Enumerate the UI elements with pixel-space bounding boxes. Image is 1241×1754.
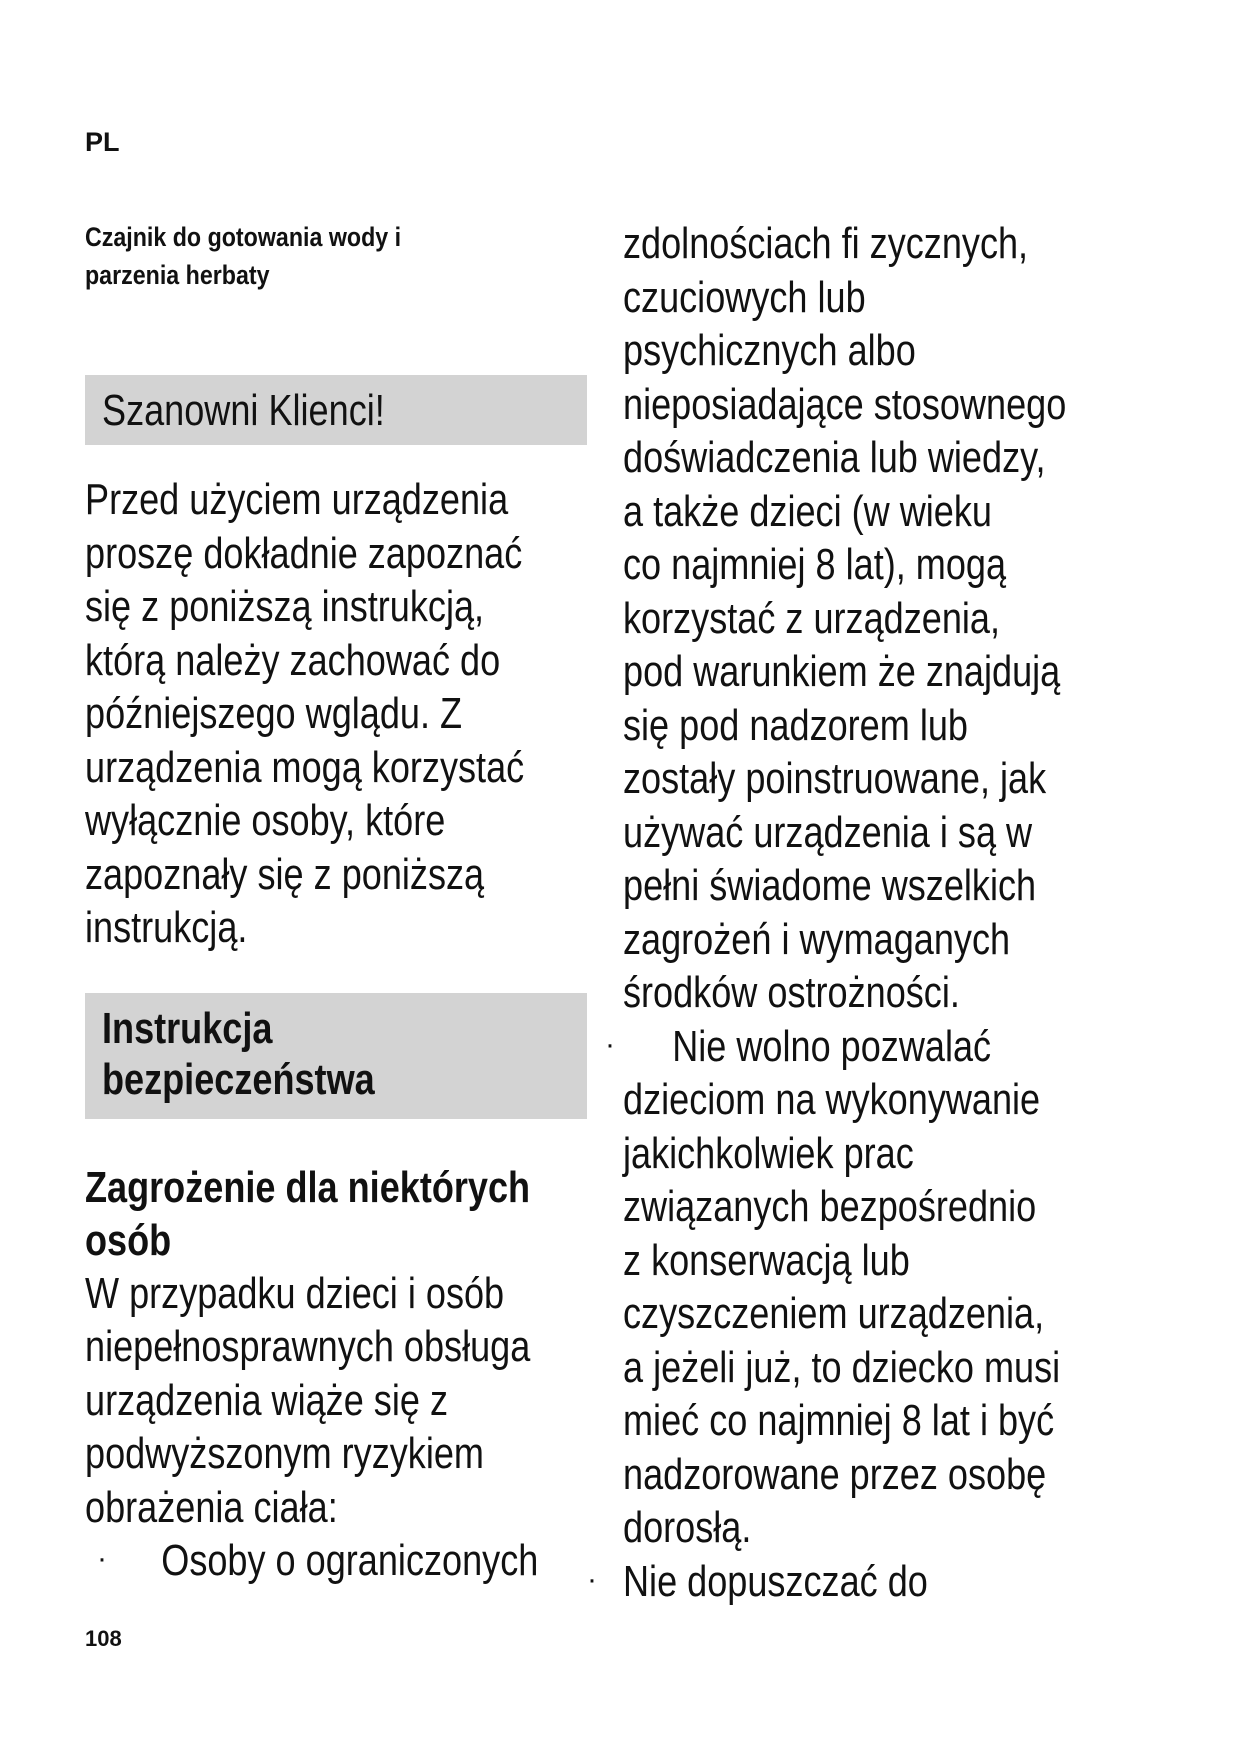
- right-line: pełni świadome wszelkich: [623, 861, 1037, 910]
- bullet-item-3: [587, 1555, 1183, 1609]
- bullet-item-1-text: Osoby o ograniczonych: [161, 1536, 539, 1585]
- right-line: zagrożeń i wymaganych: [623, 914, 1011, 964]
- product-title: [85, 218, 463, 294]
- intro-paragraph: [85, 473, 587, 955]
- intro-line: wyłącznie osoby, które: [85, 796, 446, 845]
- intro-line: zapoznały się z poniższą: [85, 849, 485, 899]
- right-line: pod warunkiem że znajdują: [623, 647, 1061, 696]
- bullet-dot: ·: [605, 1027, 615, 1061]
- right-line: dorosłą.: [623, 1503, 752, 1552]
- bullet-item-3-text: Nie dopuszczać do: [623, 1556, 928, 1606]
- bullet-item-2-text: Nie wolno pozwalać: [672, 1021, 992, 1071]
- risk-line: urządzenia wiąże się z: [85, 1375, 448, 1425]
- subheading-risk: [85, 1161, 587, 1267]
- page-number: 108: [85, 1626, 122, 1651]
- intro-line: urządzenia mogą korzystać: [85, 742, 525, 792]
- intro-line: proszę dokładnie zapoznać: [85, 528, 523, 578]
- heading-safety-line-2: bezpieczeństwa: [102, 1054, 375, 1104]
- right-line: nieposiadające stosownego: [623, 379, 1067, 429]
- right-line: zdolnościach fi zycznych,: [623, 219, 1029, 268]
- risk-line: podwyższonym ryzykiem: [85, 1429, 484, 1478]
- heading-dear-customers: [85, 375, 587, 445]
- risk-line: niepełnosprawnych obsługa: [85, 1322, 531, 1371]
- right-line: z konserwacją lub: [623, 1235, 910, 1285]
- product-title-line-1: Czajnik do gotowania wody i: [85, 222, 402, 252]
- bullet-dot: ·: [587, 1562, 597, 1596]
- right-line: co najmniej 8 lat), mogą: [623, 540, 1007, 589]
- subheading-risk-line-2: osób: [85, 1215, 172, 1265]
- right-line: nadzorowane przez osobę: [623, 1449, 1047, 1499]
- heading-dear-customers-text: Szanowni Klienci!: [102, 386, 385, 435]
- right-line: psychicznych albo: [623, 326, 916, 375]
- right-column: [587, 217, 1183, 1608]
- intro-line: późniejszego wglądu. Z: [85, 689, 463, 738]
- intro-line: się z poniższą instrukcją,: [85, 582, 485, 631]
- risk-line: W przypadku dzieci i osób: [85, 1268, 505, 1318]
- heading-safety-instructions: [85, 993, 587, 1119]
- right-line: a także dzieci (w wieku: [623, 486, 992, 536]
- left-column: [85, 375, 587, 1588]
- risk-paragraph: [85, 1267, 587, 1588]
- right-line: jakichkolwiek prac: [623, 1128, 914, 1178]
- right-line: używać urządzenia i są w: [623, 807, 1033, 857]
- heading-safety-line-1: Instrukcja: [102, 1003, 273, 1053]
- right-line: środków ostrożności.: [623, 968, 960, 1017]
- right-line: doświadczenia lub wiedzy,: [623, 433, 1046, 482]
- bullet-item-1: [85, 1534, 587, 1588]
- right-line: dzieciom na wykonywanie: [623, 1075, 1041, 1124]
- right-line: zostały poinstruowane, jak: [623, 754, 1047, 803]
- intro-line: instrukcją.: [85, 903, 248, 952]
- bullet-dot: ·: [97, 1542, 107, 1575]
- right-line: się pod nadzorem lub: [623, 700, 968, 750]
- language-code: PL: [85, 127, 120, 157]
- right-paragraph-a: [587, 217, 1183, 1608]
- intro-line: Przed użyciem urządzenia: [85, 475, 509, 524]
- right-line: mieć co najmniej 8 lat i być: [623, 1396, 1055, 1445]
- bullet-item-2: [605, 1020, 1183, 1074]
- right-line: związanych bezpośrednio: [623, 1182, 1037, 1231]
- risk-line: obrażenia ciała:: [85, 1482, 338, 1532]
- right-line: czyszczeniem urządzenia,: [623, 1289, 1045, 1338]
- subheading-risk-line-1: Zagrożenie dla niektórych: [85, 1162, 531, 1212]
- intro-line: którą należy zachować do: [85, 635, 501, 685]
- right-line: korzystać z urządzenia,: [623, 593, 1000, 643]
- right-line: a jeżeli już, to dziecko musi: [623, 1342, 1061, 1392]
- product-title-line-2: parzenia herbaty: [85, 260, 270, 290]
- right-line: czuciowych lub: [623, 272, 866, 322]
